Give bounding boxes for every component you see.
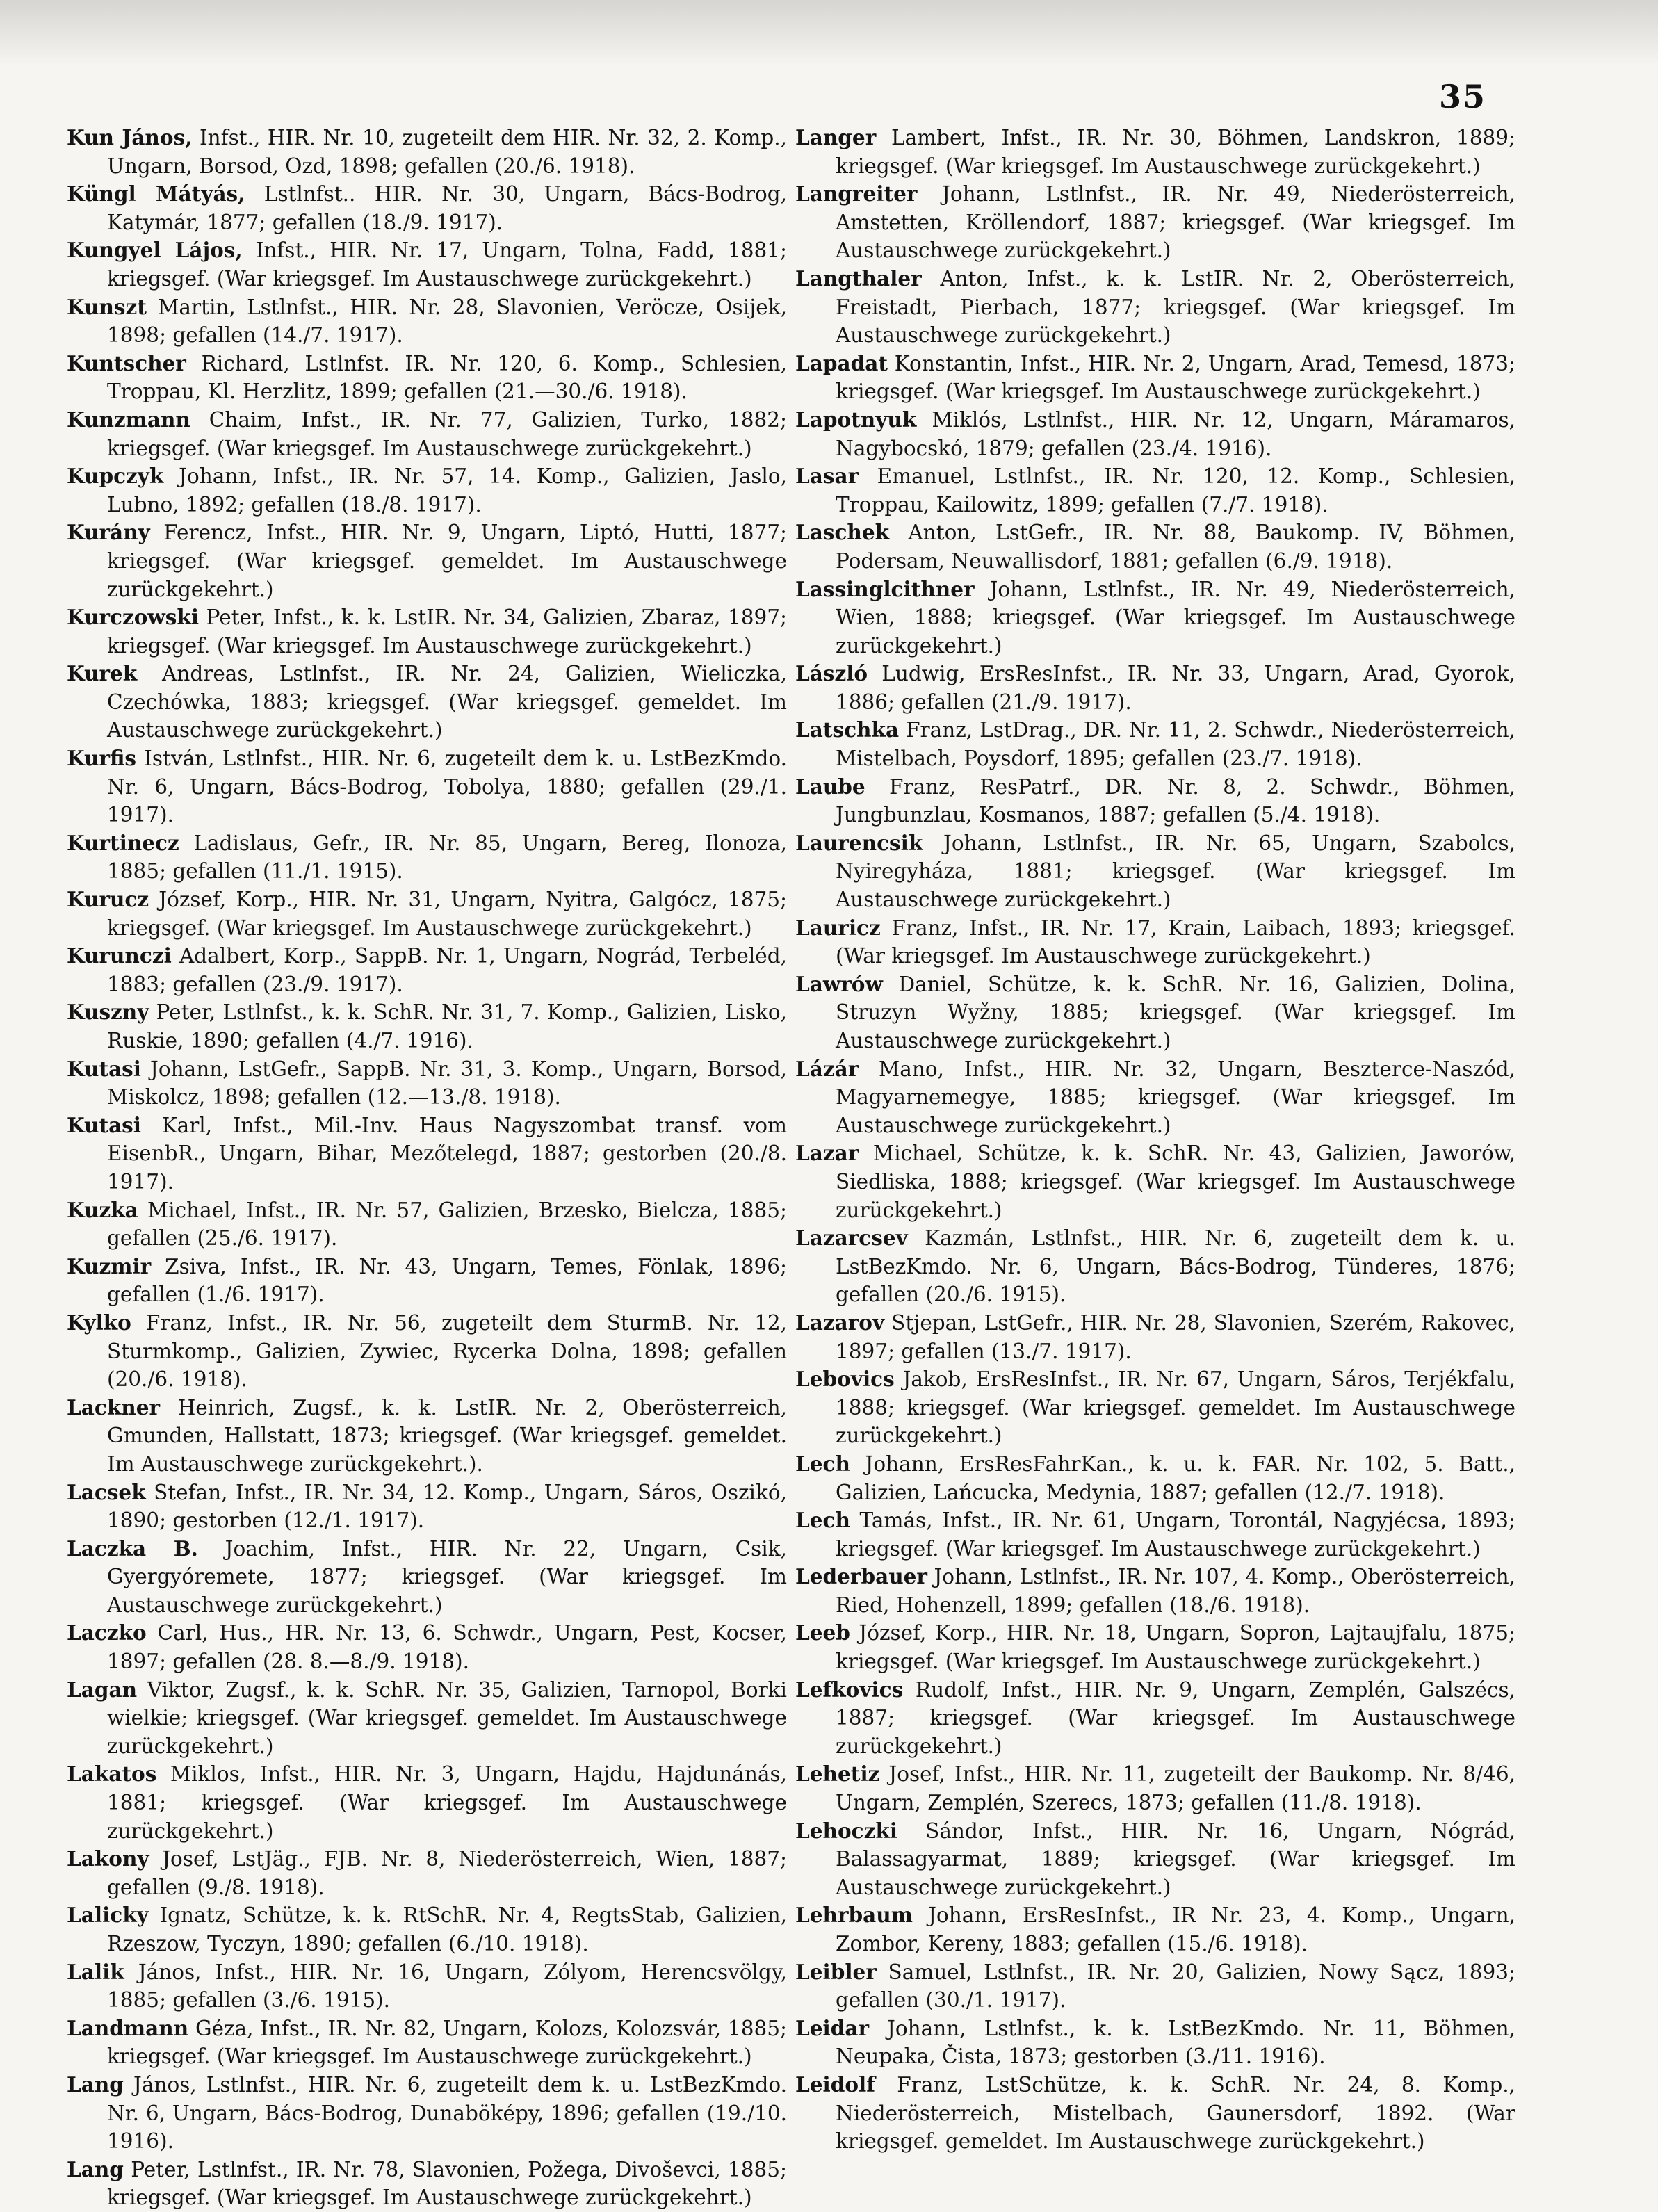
- register-entry: [67, 1901, 787, 1958]
- register-entry: [67, 293, 787, 350]
- entry-details: Johann, Lstlnfst., IR. Nr. 107, 4. Komp., Oberösterreich, Ried, Hohenzell, 1899; gefallen (18./6. 1918).: [836, 1565, 1515, 1617]
- register-entry: [67, 406, 787, 462]
- register-entry: [67, 1535, 787, 1620]
- register-entry: [795, 773, 1515, 829]
- entry-name: Lauricz: [795, 915, 881, 940]
- entry-name: Kuzka: [67, 1197, 138, 1222]
- entry-details: Emanuel, Lstlnfst., IR. Nr. 120, 12. Komp., Schlesien, Troppau, Kailowitz, 1899; gefallen (7./7. 1918).: [836, 464, 1515, 517]
- entry-details: Johann, ErsResFahrKan., k. u. k. FAR. Nr. 102, 5. Batt., Galizien, Lańcucka, Medynia, 1887; gefallen (12./7. 1918).: [836, 1451, 1515, 1504]
- register-entry: [67, 1958, 787, 2015]
- entry-name: Leidolf: [795, 2072, 875, 2097]
- entry-name: Lehetiz: [795, 1762, 880, 1787]
- entry-name: Leeb: [795, 1620, 850, 1645]
- entry-name: Kutasi: [67, 1112, 141, 1137]
- entry-name: László: [795, 661, 868, 686]
- entry-details: Kazmán, Lstlnfst., HIR. Nr. 6, zugeteilt dem k. u. LstBezKmdo. Nr. 6, Ungarn, Bács-Bodrog, Tünderes, 1876; gefallen (20./6. 1915).: [836, 1226, 1515, 1307]
- register-entry: [67, 942, 787, 998]
- entry-details: Samuel, Lstlnfst., IR. Nr. 20, Galizien, Nowy Sącz, 1893; gefallen (30./1. 1917).: [836, 1960, 1515, 2012]
- register-entry: [795, 180, 1515, 265]
- entry-name: Lakony: [67, 1846, 149, 1871]
- register-entry: [795, 350, 1515, 406]
- entry-name: Lech: [795, 1451, 850, 1476]
- register-entry: [795, 660, 1515, 716]
- entry-details: Anton, LstGefr., IR. Nr. 88, Baukomp. IV, Böhmen, Podersam, Neuwallisdorf, 1881; gefallen (6./9. 1918).: [836, 521, 1515, 573]
- register-entry: [795, 1365, 1515, 1450]
- entry-name: Kurek: [67, 661, 138, 686]
- entry-details: Viktor, Zugsf., k. k. SchR. Nr. 35, Galizien, Tarnopol, Borki wielkie; kriegsgef. (War kriegsgef. gemeldet. Im Austauschwege zurückgekehrt.): [107, 1677, 787, 1758]
- register-entry: [67, 745, 787, 829]
- register-entry: [67, 2071, 787, 2156]
- entry-name: Kurczowski: [67, 605, 200, 630]
- entry-name: Lasar: [795, 464, 859, 489]
- entry-name: Leibler: [795, 1959, 877, 1984]
- entry-details: Andreas, Lstlnfst., IR. Nr. 24, Galizien, Wieliczka, Czechówka, 1883; kriegsgef. (War kriegsgef. gemeldet. Im Austauschwege zurückgekehrt.): [107, 662, 787, 742]
- entry-name: Kunzmann: [67, 407, 190, 432]
- entry-details: Karl, Infst., Mil.-Inv. Haus Nagyszombat transf. vom EisenbR., Ungarn, Bihar, Mezőtelegd, 1887; gestorben (20./8. 1917).: [107, 1113, 787, 1194]
- entry-name: Kutasi: [67, 1056, 141, 1081]
- register-entry: [67, 603, 787, 660]
- entry-name: Kurtinecz: [67, 830, 179, 855]
- register-entry: [795, 1506, 1515, 1563]
- register-entry: [67, 462, 787, 519]
- entry-details: Martin, Lstlnfst., HIR. Nr. 28, Slavonien, Veröcze, Osijek, 1898; gefallen (14./7. 1917).: [107, 295, 787, 348]
- entry-name: Lalicky: [67, 1903, 149, 1928]
- register-entry: [795, 1619, 1515, 1675]
- entry-name: Lech: [795, 1508, 850, 1533]
- register-entry: [67, 236, 787, 293]
- register-entry: [795, 1139, 1515, 1224]
- register-entry: [67, 1112, 787, 1196]
- entry-details: Michael, Schütze, k. k. SchR. Nr. 43, Galizien, Jaworów, Siedliska, 1888; kriegsgef. (War kriegsgef. Im Austauschwege zurückgekehrt.): [836, 1141, 1515, 1222]
- entry-details: József, Korp., HIR. Nr. 31, Ungarn, Nyitra, Galgócz, 1875; kriegsgef. (War kriegsgef. Im Austauschwege zurückgekehrt.): [107, 888, 787, 940]
- entry-details: Franz, Infst., IR. Nr. 56, zugeteilt dem SturmB. Nr. 12, Sturmkomp., Galizien, Zywiec, Rycerka Dolna, 1898; gefallen (20./6. 1918).: [107, 1310, 787, 1392]
- register-entry: [67, 124, 787, 180]
- register-entry: [67, 660, 787, 745]
- entry-name: Kuszny: [67, 1000, 149, 1025]
- page-number: 35: [1439, 78, 1487, 115]
- entry-name: Lazarov: [795, 1310, 885, 1335]
- register-entry: [795, 1817, 1515, 1902]
- entry-name: Lackner: [67, 1394, 161, 1420]
- entry-name: Kylko: [67, 1310, 131, 1335]
- entry-details: Jakob, ErsResInfst., IR. Nr. 67, Ungarn, Sáros, Terjékfalu, 1888; kriegsgef. (War kriegsgef. gemeldet. Im Austauschwege zurückgekehrt.): [836, 1367, 1515, 1448]
- register-entry: [795, 519, 1515, 575]
- register-entry: [795, 1958, 1515, 2015]
- entry-details: Michael, Infst., IR. Nr. 57, Galizien, Brzesko, Bielcza, 1885; gefallen (25./6. 1917).: [107, 1198, 787, 1251]
- register-entry: [67, 829, 787, 886]
- entry-name: Lazarcsev: [795, 1226, 908, 1251]
- register-entry: [795, 265, 1515, 350]
- entry-details: Richard, Lstlnfst. IR. Nr. 120, 6. Komp., Schlesien, Troppau, Kl. Herzlitz, 1899; gefallen (21.—30./6. 1918).: [107, 351, 787, 404]
- entry-details: Johann, Lstlnfst., IR. Nr. 49, Niederösterreich, Wien, 1888; kriegsgef. (War kriegsgef. Im Austauschwege zurückgekehrt.): [836, 577, 1515, 658]
- entry-name: Lalik: [67, 1959, 124, 1984]
- entry-name: Lázár: [795, 1056, 859, 1081]
- entry-name: Latschka: [795, 717, 900, 742]
- entry-name: Lebovics: [795, 1367, 895, 1392]
- register-entry: [67, 886, 787, 942]
- entry-name: Langthaler: [795, 266, 922, 291]
- entry-name: Laube: [795, 774, 865, 799]
- entry-name: Kurány: [67, 520, 150, 545]
- register-entry: [795, 1901, 1515, 1958]
- entry-name: Kuzmir: [67, 1253, 152, 1278]
- register-entry: [67, 2015, 787, 2071]
- register-entry: [67, 2156, 787, 2212]
- entry-details: Rudolf, Infst., HIR. Nr. 9, Ungarn, Zemplén, Galszécs, 1887; kriegsgef. (War kriegsgef. Im Austauschwege zurückgekehrt.): [836, 1677, 1515, 1758]
- entry-name: Laczka B.: [67, 1536, 198, 1561]
- register-entry: [795, 406, 1515, 462]
- entry-details: Carl, Hus., HR. Nr. 13, 6. Schwdr., Ungarn, Pest, Kocser, 1897; gefallen (28. 8.—8./9. 1918).: [107, 1621, 787, 1674]
- register-entry: [795, 1055, 1515, 1140]
- entry-details: Joachim, Infst., HIR. Nr. 22, Ungarn, Csik, Gyergyóremete, 1877; kriegsgef. (War kriegsgef. Im Austauschwege zurückgekehrt.): [107, 1536, 787, 1617]
- entry-name: Lehrbaum: [795, 1903, 913, 1928]
- entry-details: Ferencz, Infst., HIR. Nr. 9, Ungarn, Liptó, Hutti, 1877; kriegsgef. (War kriegsgef. gemeldet. Im Austauschwege zurückgekehrt.): [107, 521, 787, 601]
- register-entry: [67, 350, 787, 406]
- entry-name: Leidar: [795, 2015, 870, 2040]
- entry-details: Géza, Infst., IR. Nr. 82, Ungarn, Kolozs, Kolozsvár, 1885; kriegsgef. (War kriegsgef. Im Austauschwege zurückgekehrt.): [107, 2016, 787, 2069]
- register-entry: [67, 1619, 787, 1675]
- register-entry: [795, 1224, 1515, 1309]
- entry-name: Kurunczi: [67, 943, 172, 968]
- entry-name: Lederbauer: [795, 1564, 927, 1589]
- register-entry: [795, 970, 1515, 1055]
- entry-details: Anton, Infst., k. k. LstIR. Nr. 2, Oberösterreich, Freistadt, Pierbach, 1877; kriegsgef. (War kriegsgef. Im Austauschwege zurückgekehrt.): [836, 266, 1515, 348]
- register-entry: [795, 576, 1515, 660]
- register-entry: [67, 519, 787, 603]
- entry-details: Ludwig, ErsResInfst., IR. Nr. 33, Ungarn, Arad, Gyorok, 1886; gefallen (21./9. 1917).: [836, 662, 1515, 714]
- register-entry: [67, 1309, 787, 1394]
- entry-details: Johann, Infst., IR. Nr. 57, 14. Komp., Galizien, Jaslo, Lubno, 1892; gefallen (18./8. 1917).: [107, 464, 787, 517]
- entry-details: Heinrich, Zugsf., k. k. LstIR. Nr. 2, Oberösterreich, Gmunden, Hallstatt, 1873; kriegsgef. (War kriegsgef. gemeldet. Im Austauschwege zurückgekehrt.).: [107, 1395, 787, 1476]
- register-entry: [795, 914, 1515, 970]
- entry-details: Daniel, Schütze, k. k. SchR. Nr. 16, Galizien, Dolina, Struzyn Wyžny, 1885; kriegsgef. (War kriegsgef. Im Austauschwege zurückgekehrt.): [836, 972, 1515, 1052]
- register-entry: [67, 1055, 787, 1112]
- register-entry: [67, 180, 787, 236]
- register-entry: [795, 1309, 1515, 1365]
- register-entry: [67, 1253, 787, 1309]
- register-entry: [67, 1760, 787, 1845]
- register-entry: [795, 2071, 1515, 2156]
- register-entry: [795, 2015, 1515, 2071]
- entry-details: József, Korp., HIR. Nr. 18, Ungarn, Sopron, Lajtaujfalu, 1875; kriegsgef. (War kriegsgef. Im Austauschwege zurückgekehrt.): [836, 1621, 1515, 1674]
- register-entry: [67, 1676, 787, 1761]
- entry-name: Lang: [67, 2156, 124, 2181]
- entry-name: Lehoczki: [795, 1818, 897, 1843]
- entry-name: Lassinglcithner: [795, 576, 975, 601]
- register-entry: [795, 1676, 1515, 1761]
- entry-details: Peter, Lstlnfst., k. k. SchR. Nr. 31, 7. Komp., Galizien, Lisko, Ruskie, 1890; gefallen (4./7. 1916).: [107, 1000, 787, 1052]
- entry-name: Lacsek: [67, 1479, 146, 1504]
- entry-details: Johann, Lstlnfst., IR. Nr. 65, Ungarn, Szabolcs, Nyiregyháza, 1881; kriegsgef. (War kriegsgef. Im Austauschwege zurückgekehrt.): [836, 831, 1515, 912]
- entry-details: Ignatz, Schütze, k. k. RtSchR. Nr. 4, RegtsStab, Galizien, Rzeszow, Tyczyn, 1890; gefallen (6./10. 1918).: [107, 1903, 787, 1955]
- entry-name: Lakatos: [67, 1762, 157, 1787]
- entry-details: Ladislaus, Gefr., IR. Nr. 85, Ungarn, Bereg, Ilonoza, 1885; gefallen (11./1. 1915).: [107, 831, 787, 884]
- entry-details: Tamás, Infst., IR. Nr. 61, Ungarn, Torontál, Nagyjécsa, 1893; kriegsgef. (War kriegsgef. Im Austauschwege zurückgekehrt.): [836, 1508, 1515, 1561]
- register-entry: [795, 1450, 1515, 1506]
- entry-details: Franz, Infst., IR. Nr. 17, Krain, Laibach, 1893; kriegsgef. (War kriegsgef. Im Austauschwege zurückgekehrt.): [836, 916, 1515, 968]
- entry-name: Kunszt: [67, 294, 147, 319]
- entry-details: Stjepan, LstGefr., HIR. Nr. 28, Slavonien, Szerém, Rakovec, 1897; gefallen (13./7. 1917).: [836, 1310, 1515, 1363]
- entry-name: Lapotnyuk: [795, 407, 917, 432]
- entry-name: Lawrów: [795, 971, 883, 996]
- entry-name: Kun János,: [67, 125, 193, 149]
- entry-details: Infst., HIR. Nr. 17, Ungarn, Tolna, Fadd, 1881; kriegsgef. (War kriegsgef. Im Austauschwege zurückgekehrt.): [107, 238, 787, 291]
- entry-name: Kuntscher: [67, 350, 186, 375]
- entry-name: Laczko: [67, 1620, 147, 1645]
- entry-details: János, Infst., HIR. Nr. 16, Ungarn, Zólyom, Herencsvölgy, 1885; gefallen (3./6. 1915).: [107, 1960, 787, 2012]
- register-entry: [67, 1394, 787, 1479]
- entry-name: Kupczyk: [67, 464, 164, 489]
- page-scan-edge: [0, 0, 1658, 66]
- entry-details: Johann, ErsResInfst., IR Nr. 23, 4. Komp., Ungarn, Zombor, Kereny, 1883; gefallen (15./6. 1918).: [836, 1903, 1515, 1955]
- entry-details: Lambert, Infst., IR. Nr. 30, Böhmen, Landskron, 1889; kriegsgef. (War kriegsgef. Im Austauschwege zurückgekehrt.): [836, 126, 1515, 178]
- entry-name: Lang: [67, 2072, 124, 2097]
- entry-details: Adalbert, Korp., SappB. Nr. 1, Ungarn, Nográd, Terbeléd, 1883; gefallen (23./9. 1917).: [107, 944, 787, 996]
- entry-details: Peter, Infst., k. k. LstIR. Nr. 34, Galizien, Zbaraz, 1897; kriegsgef. (War kriegsgef. Im Austauschwege zurückgekehrt.): [107, 605, 787, 658]
- entry-details: Franz, ResPatrf., DR. Nr. 8, 2. Schwdr., Böhmen, Jungbunzlau, Kosmanos, 1887; gefallen (5./4. 1918).: [836, 774, 1515, 827]
- entry-name: Lefkovics: [795, 1677, 904, 1702]
- register-entry: [67, 1845, 787, 1901]
- register-entry: [795, 829, 1515, 914]
- entry-details: Franz, LstDrag., DR. Nr. 11, 2. Schwdr., Niederösterreich, Mistelbach, Poysdorf, 1895; gefallen (23./7. 1918).: [836, 718, 1515, 771]
- entry-details: Miklos, Infst., HIR. Nr. 3, Ungarn, Hajdu, Hajdunánás, 1881; kriegsgef. (War kriegsgef. Im Austauschwege zurückgekehrt.): [107, 1762, 787, 1843]
- entry-details: Miklós, Lstlnfst., HIR. Nr. 12, Ungarn, Máramaros, Nagybocskó, 1879; gefallen (23./4. 1916).: [836, 407, 1515, 460]
- register-entry: [795, 124, 1515, 180]
- entry-details: Franz, LstSchütze, k. k. SchR. Nr. 24, 8. Komp., Niederösterreich, Mistelbach, Gaunersdorf, 1892. (War kriegsgef. gemeldet. Im Austauschwege zurückgekehrt.): [836, 2072, 1515, 2154]
- entry-details: Lstlnfst.. HIR. Nr. 30, Ungarn, Bács-Bodrog, Katymár, 1877; gefallen (18./9. 1917).: [107, 182, 787, 234]
- entry-details: János, Lstlnfst., HIR. Nr. 6, zugeteilt dem k. u. LstBezKmdo. Nr. 6, Ungarn, Bács-Bodrog, Dunaböképy, 1896; gefallen (19./10. 1916).: [107, 2072, 787, 2154]
- register-entry: [795, 1563, 1515, 1619]
- entry-name: Laurencsik: [795, 830, 923, 855]
- entry-details: Johann, LstGefr., SappB. Nr. 31, 3. Komp., Ungarn, Borsod, Miskolcz, 1898; gefallen (12.—13./8. 1918).: [107, 1057, 787, 1109]
- entry-details: Johann, Lstlnfst., IR. Nr. 49, Niederösterreich, Amstetten, Kröllendorf, 1887; kriegsgef. (War kriegsgef. Im Austauschwege zurückgekehrt.): [836, 182, 1515, 263]
- entry-name: Landmann: [67, 2015, 189, 2040]
- entry-details: Peter, Lstlnfst., IR. Nr. 78, Slavonien, Požega, Divoševci, 1885; kriegsgef. (War kriegsgef. Im Austauschwege zurückgekehrt.): [107, 2157, 787, 2210]
- entry-details: Zsiva, Infst., IR. Nr. 43, Ungarn, Temes, Fönlak, 1896; gefallen (1./6. 1917).: [107, 1254, 787, 1307]
- entry-name: Langreiter: [795, 181, 918, 206]
- entry-name: Kungyel Lájos,: [67, 238, 243, 263]
- entry-name: Laschek: [795, 520, 890, 545]
- entry-name: Lagan: [67, 1677, 138, 1702]
- register-entry: [795, 462, 1515, 519]
- entry-name: Lapadat: [795, 350, 888, 375]
- right-column: [795, 124, 1515, 2156]
- entry-details: Josef, LstJäg., FJB. Nr. 8, Niederösterreich, Wien, 1887; gefallen (9./8. 1918).: [107, 1847, 787, 1899]
- entry-details: Josef, Infst., HIR. Nr. 11, zugeteilt der Baukomp. Nr. 8/46, Ungarn, Zemplén, Szerecs, 1873; gefallen (11./8. 1918).: [836, 1762, 1515, 1815]
- entry-name: Kurfis: [67, 746, 137, 771]
- entry-details: Johann, Lstlnfst., k. k. LstBezKmdo. Nr. 11, Böhmen, Neupaka, Čista, 1873; gestorben (3./11. 1916).: [836, 2016, 1515, 2069]
- register-entry: [67, 1196, 787, 1253]
- entry-details: Mano, Infst., HIR. Nr. 32, Ungarn, Beszterce-Naszód, Magyarnemegye, 1885; kriegsgef. (War kriegsgef. Im Austauschwege zurückgekehrt.): [836, 1057, 1515, 1137]
- register-entry: [795, 1760, 1515, 1816]
- entry-details: Chaim, Infst., IR. Nr. 77, Galizien, Turko, 1882; kriegsgef. (War kriegsgef. Im Austauschwege zurückgekehrt.): [107, 407, 787, 460]
- register-entry: [67, 998, 787, 1055]
- register-entry: [67, 1479, 787, 1535]
- entry-name: Lazar: [795, 1141, 859, 1166]
- entry-details: Sándor, Infst., HIR. Nr. 16, Ungarn, Nógrád, Balassagyarmat, 1889; kriegsgef. (War kriegsgef. Im Austauschwege zurückgekehrt.): [836, 1819, 1515, 1899]
- entry-details: Konstantin, Infst., HIR. Nr. 2, Ungarn, Arad, Temesd, 1873; kriegsgef. (War kriegsgef. Im Austauschwege zurückgekehrt.): [836, 351, 1515, 404]
- entry-name: Kurucz: [67, 887, 149, 912]
- register-entry: [795, 716, 1515, 772]
- left-column: [67, 124, 787, 2212]
- entry-details: Stefan, Infst., IR. Nr. 34, 12. Komp., Ungarn, Sáros, Oszikó, 1890; gestorben (12./1. 1917).: [107, 1480, 787, 1533]
- entry-details: Infst., HIR. Nr. 10, zugeteilt dem HIR. Nr. 32, 2. Komp., Ungarn, Borsod, Ozd, 1898; gefallen (20./6. 1918).: [107, 126, 787, 178]
- entry-details: István, Lstlnfst., HIR. Nr. 6, zugeteilt dem k. u. LstBezKmdo. Nr. 6, Ungarn, Bács-Bodrog, Tobolya, 1880; gefallen (29./1. 1917).: [107, 747, 787, 827]
- entry-name: Küngl Mátyás,: [67, 181, 245, 206]
- entry-name: Langer: [795, 125, 877, 149]
